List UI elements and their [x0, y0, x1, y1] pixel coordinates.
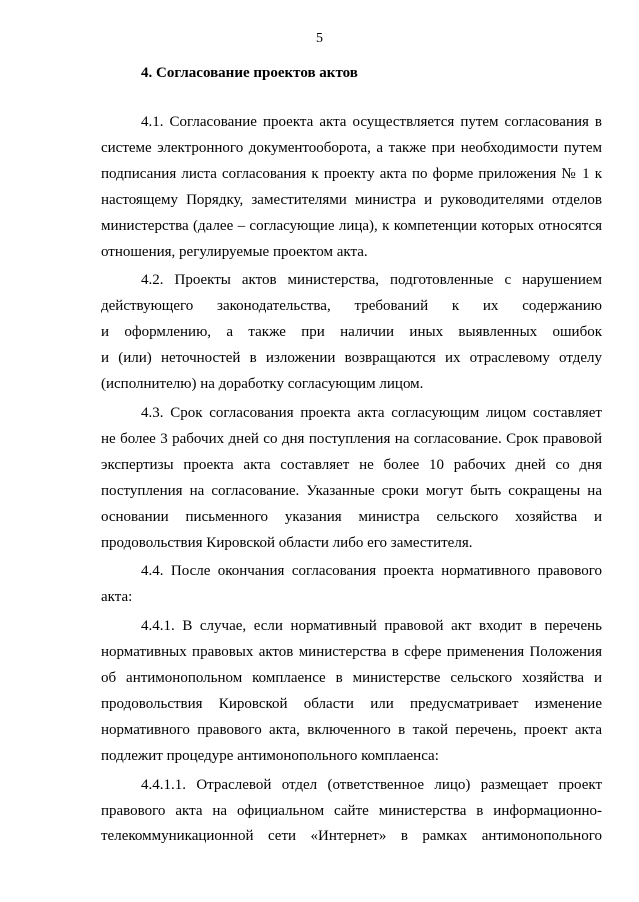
text-line: нормативного правового акта, включенного в такой перечень, проект акта — [101, 721, 602, 738]
text-line: 4.1. Согласование проекта акта осуществляется путем согласования в — [141, 114, 602, 130]
paragraph-4-3 — [101, 401, 602, 556]
text-line: отношения, регулируемые проектом акта. — [101, 243, 368, 260]
page-number: 5 — [316, 31, 323, 46]
paragraph-4-1 — [101, 110, 602, 265]
text-line: акта: — [101, 589, 133, 606]
text-line: (исполнителю) на доработку согласующим лицом. — [101, 376, 424, 393]
text-line: подписания листа согласования к проекту акта по форме приложения № 1 к — [101, 165, 602, 182]
document-body — [101, 110, 602, 850]
text-line: не более 3 рабочих дней со дня поступления на согласование. Срок правовой — [101, 430, 602, 447]
text-line: действующего законодательства, требований к их содержанию — [101, 298, 602, 315]
text-line: основании письменного указания министра сельского хозяйства и — [101, 508, 602, 525]
paragraph-4-4-1-1 — [101, 773, 602, 851]
text-line: поступления на согласование. Указанные сроки могут быть сокращены на — [101, 482, 602, 499]
paragraph-4-4 — [101, 559, 602, 611]
text-line: 4.4. После окончания согласования проекта нормативного правового — [141, 563, 602, 580]
paragraph-4-2 — [101, 268, 602, 398]
section-heading: 4. Согласование проектов актов — [141, 65, 358, 81]
text-line: об антимонопольном комплаенсе в министерстве сельского хозяйства и — [101, 670, 602, 687]
text-line: продовольствия Кировской области или предусматривает изменение — [101, 695, 602, 712]
text-line: нормативных правовых актов министерства в сфере применения Положения — [101, 644, 602, 661]
text-line: настоящему Порядку, заместителями министра и руководителями отделов — [101, 191, 602, 208]
text-line: правового акта на официальном сайте министерства в информационно- — [101, 802, 602, 819]
text-line: 4.2. Проекты актов министерства, подготовленные с нарушением — [141, 272, 602, 289]
text-line: и оформлению, а также при наличии иных выявленных ошибок — [101, 324, 602, 341]
text-line: 4.4.1.1. Отраслевой отдел (ответственное лицо) размещает проект — [141, 776, 602, 793]
text-line: 4.3. Срок согласования проекта акта согласующим лицом составляет — [141, 404, 602, 421]
text-line: продовольствия Кировской области либо его заместителя. — [101, 534, 473, 551]
paragraph-4-4-1 — [101, 614, 602, 769]
text-line: телекоммуникационной сети «Интернет» в рамках антимонопольного — [101, 828, 602, 845]
text-line: системе электронного документооборота, а также при необходимости путем — [101, 139, 602, 156]
text-line: подлежит процедуре антимонопольного комплаенса: — [101, 747, 439, 764]
text-line: и (или) неточностей в изложении возвращаются их отраслевому отделу — [101, 350, 602, 367]
text-line: 4.4.1. В случае, если нормативный правовой акт входит в перечень — [141, 618, 602, 635]
text-line: экспертизы проекта акта составляет не более 10 рабочих дней со дня — [101, 456, 602, 473]
text-line: министерства (далее – согласующие лица), к компетенции которых относятся — [101, 217, 602, 234]
